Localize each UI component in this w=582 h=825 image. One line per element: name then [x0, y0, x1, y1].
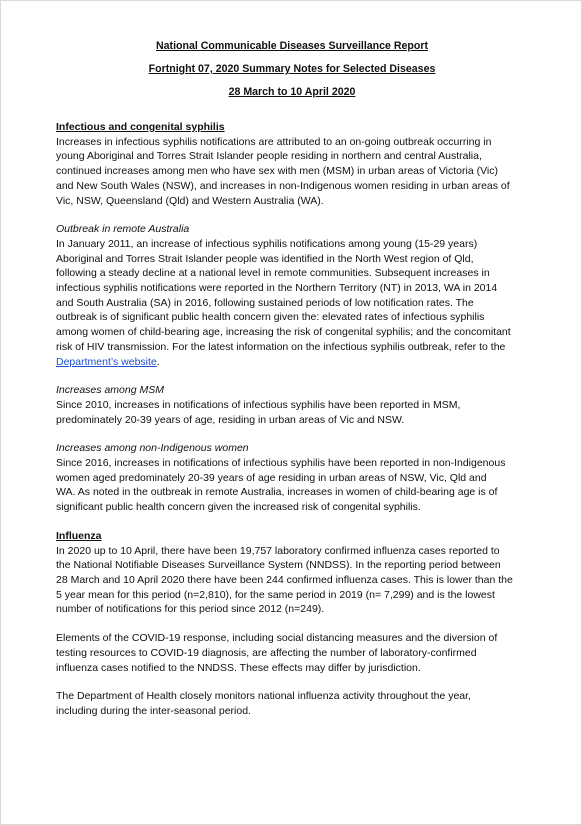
text-line: the National Notifiable Diseases Surveillance System (NNDSS). In the reporting period between [56, 559, 501, 572]
report-title: National Communicable Diseases Surveillance Report [156, 40, 428, 52]
influenza-paragraph-2 [56, 631, 536, 675]
text-line: infectious syphilis notifications were reported in the Northern Territory (NT) in 2013, WA in 2014 [56, 282, 498, 295]
text-line: influenza cases notified to the NNDSS. These effects may differ by jurisdiction. [56, 661, 421, 674]
spacer [56, 427, 536, 441]
syphilis-heading: Infectious and congenital syphilis [56, 121, 225, 133]
spacer [56, 675, 536, 689]
report-title-block [1, 40, 582, 109]
text-line: and South Australia (SA) in 2016, following sustained periods of low notification rates. The [56, 296, 474, 309]
spacer [56, 369, 536, 383]
influenza-paragraph-3 [56, 689, 536, 718]
text-line: young Aboriginal and Torres Strait Islander people residing in northern and central Australia, [56, 150, 482, 163]
department-website-link[interactable]: Department’s website [56, 355, 157, 368]
text-line: risk of HIV transmission. For the latest information on the infectious syphilis outbreak, refer to the [56, 340, 506, 353]
text-line: significant public health concern given the increased risk of congenital syphilis. [56, 501, 421, 514]
text-line: number of notifications for this period since 2012 (n=249). [56, 603, 325, 616]
text-line: continued increases among men who have sex with men (MSM) in urban areas of Victoria (Vic) [56, 165, 498, 178]
outbreak-paragraph [56, 237, 536, 369]
text-line: 28 March and 10 April 2020 there have been 244 confirmed influenza cases. This is lower than the [56, 573, 513, 586]
text-line: following a steady decline at a national level in remote communities. Subsequent increases in [56, 267, 490, 280]
text-line: 5 year mean for this period (n=2,810), for the same period in 2019 (n= 7,299) and is the lowest [56, 588, 495, 601]
text-line: Since 2010, increases in notifications of infectious syphilis have been reported in MSM, [56, 398, 461, 411]
influenza-heading: Influenza [56, 529, 102, 542]
syphilis-section [56, 120, 536, 515]
text-line: WA. As noted in the outbreak in remote Australia, increases in women of child-bearing age is of [56, 486, 498, 499]
spacer [56, 617, 536, 631]
text-line: women aged predominately 20-39 years of age residing in urban areas of NSW, Vic, Qld and [56, 471, 487, 484]
msm-subheading: Increases among MSM [56, 384, 164, 397]
text-line: Vic, NSW, Queensland (Qld) and Western Australia (WA). [56, 194, 324, 207]
text-line: Elements of the COVID-19 response, including social distancing measures and the diversion of [56, 632, 498, 645]
report-date-range: 28 March to 10 April 2020 [228, 86, 356, 98]
influenza-section [56, 529, 536, 719]
text-line: predominately 20-39 years of age, residing in urban areas of Vic and NSW. [56, 413, 405, 426]
text-line: outbreak is of significant public health concern given the: elevated rates of infectious syphilis [56, 311, 485, 324]
msm-paragraph [56, 398, 536, 427]
text-line: Aboriginal and Torres Strait Islander people was identified in the North West region of Qld, [56, 252, 474, 265]
non-indigenous-women-paragraph [56, 456, 536, 515]
text-line [56, 355, 536, 370]
link-trailing-period: . [156, 355, 160, 368]
influenza-paragraph-1 [56, 544, 536, 618]
text-line: testing resources to COVID-19 diagnosis, are affecting the number of laboratory-confirmed [56, 646, 477, 659]
text-line: Increases in infectious syphilis notifications are attributed to an on-going outbreak occurring in [56, 135, 492, 148]
text-line: among women of child-bearing age, increasing the risk of congenital syphilis; and the concomitant [56, 326, 511, 339]
report-body [56, 120, 536, 719]
text-line: Since 2016, increases in notifications of infectious syphilis have been reported in non-Indigenous [56, 457, 506, 470]
text-line: In 2020 up to 10 April, there have been 19,757 laboratory confirmed influenza cases reported to [56, 544, 500, 557]
text-line: The Department of Health closely monitors national influenza activity throughout the year, [56, 690, 471, 703]
non-indigenous-women-subheading: Increases among non-Indigenous women [56, 442, 249, 455]
text-line: including during the inter-seasonal period. [56, 704, 251, 717]
text-line: and New South Wales (NSW), and increases in non-Indigenous women residing in urban areas of [56, 179, 510, 192]
spacer [56, 515, 536, 529]
text-line: In January 2011, an increase of infectious syphilis notifications among young (15-29 years) [56, 237, 478, 250]
spacer [56, 208, 536, 222]
report-subtitle: Fortnight 07, 2020 Summary Notes for Selected Diseases [148, 63, 436, 75]
syphilis-intro-paragraph [56, 135, 536, 209]
outbreak-subheading: Outbreak in remote Australia [56, 223, 190, 236]
